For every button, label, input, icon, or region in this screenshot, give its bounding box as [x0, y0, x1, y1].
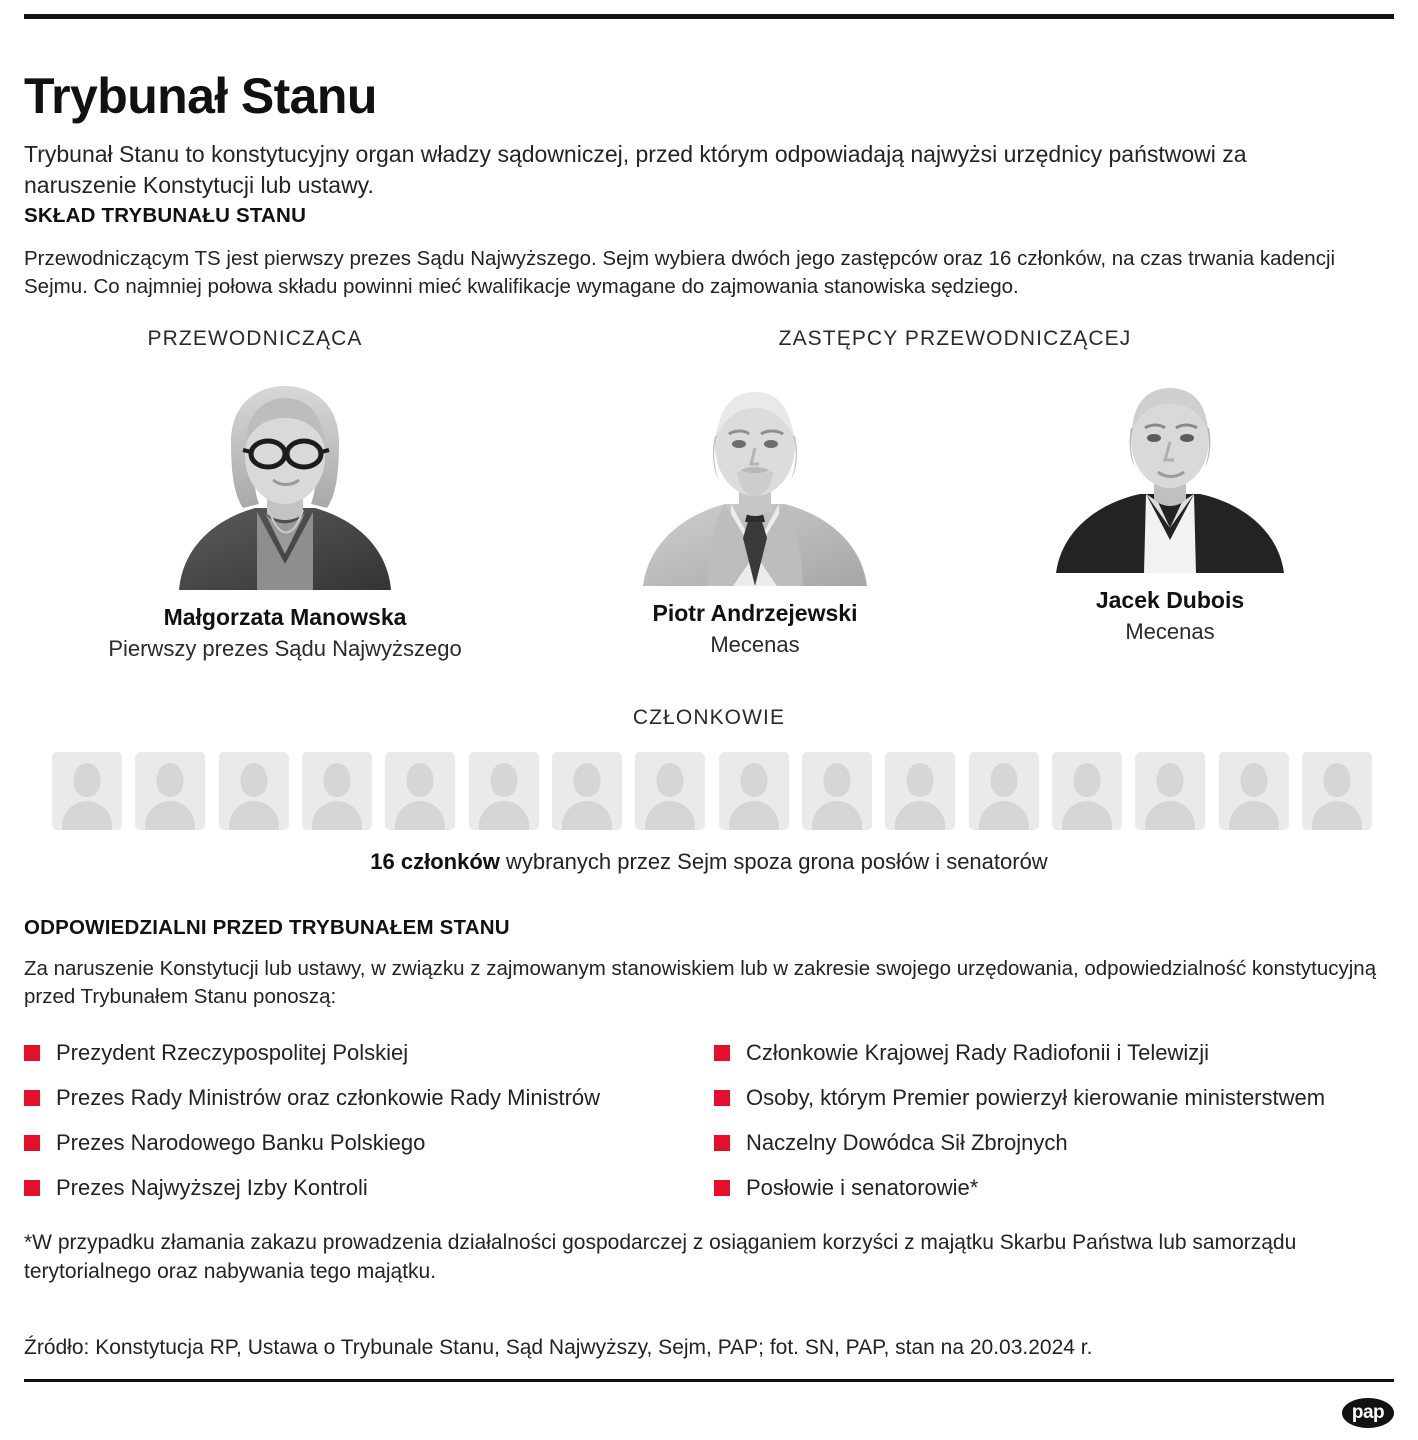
avatar-body-icon	[229, 801, 279, 830]
list-item	[24, 1040, 684, 1066]
person-role: Mecenas	[710, 632, 800, 657]
member-avatar-placeholder	[385, 752, 455, 830]
avatar-head-icon	[823, 763, 850, 797]
bullet-square-icon	[714, 1045, 730, 1061]
list-item-label: Prezes Rady Ministrów oraz członkowie Rady Ministrów	[56, 1085, 601, 1110]
list-item-label: Posłowie i senatorowie*	[746, 1175, 979, 1200]
person-name: Małgorzata Manowska	[163, 604, 407, 630]
member-avatar-placeholder	[885, 752, 955, 830]
portrait-jacek-dubois	[1046, 378, 1294, 573]
avatar-body-icon	[645, 801, 695, 830]
person-card-deputy-2	[960, 378, 1380, 645]
avatar-body-icon	[895, 801, 945, 830]
accountable-list-left	[24, 1040, 684, 1220]
avatar-head-icon	[573, 763, 600, 797]
avatar-head-icon	[740, 763, 767, 797]
avatar-body-icon	[562, 801, 612, 830]
accountable-description: Za naruszenie Konstytucji lub ustawy, w związku z zajmowanym stanowiskiem lub w zakresie swojego urzędowania, odpowiedzialność konstytucyjną przed Trybunałem Stanu ponoszą:	[24, 957, 1377, 1008]
chair-column-label: PRZEWODNICZĄCA	[147, 327, 363, 350]
member-avatar-placeholder	[52, 752, 122, 830]
member-avatar-placeholder	[635, 752, 705, 830]
member-avatar-placeholder	[1135, 752, 1205, 830]
avatar-head-icon	[907, 763, 934, 797]
avatar-body-icon	[395, 801, 445, 830]
avatar-body-icon	[62, 801, 112, 830]
member-avatar-placeholder	[135, 752, 205, 830]
portrait-malgorzata-manowska	[151, 378, 419, 590]
avatar-head-icon	[1240, 763, 1267, 797]
members-avatar-row	[52, 752, 1372, 830]
avatar-body-icon	[1229, 801, 1279, 830]
person-card-chair	[60, 378, 510, 662]
composition-description: Przewodniczącym TS jest pierwszy prezes Sądu Najwyższego. Sejm wybiera dwóch jego zastępców oraz 16 członków, na czas trwania kadencji Sejmu. Co najmniej połowa składu powinni mieć kwalifikacje wymagane do zajmowania stanowiska sędziego.	[24, 247, 1336, 298]
member-avatar-placeholder	[552, 752, 622, 830]
person-role: Mecenas	[1125, 619, 1215, 644]
source-text: Źródło: Konstytucja RP, Ustawa o Trybunale Stanu, Sąd Najwyższy, Sejm, PAP; fot. SN, PAP, stan na 20.03.2024 r.	[24, 1336, 1093, 1359]
top-divider	[24, 14, 1394, 19]
person-role: Pierwszy prezes Sądu Najwyższego	[108, 636, 462, 661]
avatar-body-icon	[1145, 801, 1195, 830]
members-column-label: CZŁONKOWIE	[632, 706, 786, 729]
avatar-head-icon	[1073, 763, 1100, 797]
avatar-head-icon	[157, 763, 184, 797]
list-item-label: Prezydent Rzeczypospolitej Polskiej	[56, 1040, 409, 1065]
portrait-piotr-andrzejewski	[621, 378, 889, 586]
list-item	[714, 1085, 1404, 1111]
avatar-body-icon	[729, 801, 779, 830]
deputies-column-label: ZASTĘPCY PRZEWODNICZĄCEJ	[778, 327, 1132, 350]
person-name: Piotr Andrzejewski	[652, 600, 858, 626]
avatar-head-icon	[990, 763, 1017, 797]
bottom-divider	[24, 1379, 1394, 1382]
member-avatar-placeholder	[1219, 752, 1289, 830]
avatar-head-icon	[407, 763, 434, 797]
list-item	[714, 1130, 1404, 1156]
accountable-heading: ODPOWIEDZIALNI PRZED TRYBUNAŁEM STANU	[24, 916, 510, 939]
composition-heading: SKŁAD TRYBUNAŁU STANU	[24, 204, 307, 227]
list-item-label: Naczelny Dowódca Sił Zbrojnych	[746, 1130, 1068, 1155]
avatar-head-icon	[74, 763, 101, 797]
pap-logo: pap	[1342, 1398, 1394, 1428]
avatar-body-icon	[145, 801, 195, 830]
avatar-head-icon	[240, 763, 267, 797]
members-caption-rest: wybranych przez Sejm spoza grona posłów i senatorów	[499, 849, 1048, 874]
member-avatar-placeholder	[719, 752, 789, 830]
list-item	[714, 1040, 1404, 1066]
bullet-square-icon	[24, 1135, 40, 1151]
avatar-body-icon	[312, 801, 362, 830]
list-item-label: Osoby, którym Premier powierzył kierowanie ministerstwem	[746, 1085, 1326, 1110]
list-item-label: Prezes Narodowego Banku Polskiego	[56, 1130, 426, 1155]
bullet-square-icon	[24, 1045, 40, 1061]
avatar-head-icon	[1157, 763, 1184, 797]
avatar-head-icon	[657, 763, 684, 797]
bullet-square-icon	[714, 1135, 730, 1151]
list-item	[714, 1175, 1404, 1201]
list-item	[24, 1130, 684, 1156]
page-title: Trybunał Stanu	[24, 67, 377, 124]
avatar-body-icon	[1062, 801, 1112, 830]
avatar-body-icon	[979, 801, 1029, 830]
member-avatar-placeholder	[802, 752, 872, 830]
footnote-text: *W przypadku złamania zakazu prowadzenia działalności gospodarczej z osiąganiem korzyści z majątku Skarbu Państwa lub samorządu terytorialnego oraz nabywania tego majątku.	[24, 1231, 1297, 1283]
list-item-label: Członkowie Krajowej Rady Radiofonii i Telewizji	[746, 1040, 1210, 1065]
member-avatar-placeholder	[1302, 752, 1372, 830]
member-avatar-placeholder	[469, 752, 539, 830]
accountable-list-right	[714, 1040, 1404, 1220]
members-count-label: 16 członków	[370, 849, 500, 874]
person-card-deputy-1	[545, 378, 965, 658]
member-avatar-placeholder	[302, 752, 372, 830]
member-avatar-placeholder	[1052, 752, 1122, 830]
bullet-square-icon	[714, 1180, 730, 1196]
avatar-body-icon	[479, 801, 529, 830]
intro-paragraph: Trybunał Stanu to konstytucyjny organ władzy sądowniczej, przed którym odpowiadają najwyżsi urzędnicy państwowi za naruszenie Konstytucji lub ustawy.	[24, 141, 1247, 198]
members-caption	[0, 849, 1418, 875]
list-item	[24, 1175, 684, 1201]
member-avatar-placeholder	[219, 752, 289, 830]
person-name: Jacek Dubois	[1095, 587, 1245, 613]
bullet-square-icon	[24, 1180, 40, 1196]
avatar-head-icon	[323, 763, 350, 797]
bullet-square-icon	[714, 1090, 730, 1106]
list-item-label: Prezes Najwyższej Izby Kontroli	[56, 1175, 368, 1200]
avatar-body-icon	[1312, 801, 1362, 830]
avatar-body-icon	[812, 801, 862, 830]
avatar-head-icon	[1323, 763, 1350, 797]
member-avatar-placeholder	[969, 752, 1039, 830]
list-item	[24, 1085, 684, 1111]
bullet-square-icon	[24, 1090, 40, 1106]
avatar-head-icon	[490, 763, 517, 797]
